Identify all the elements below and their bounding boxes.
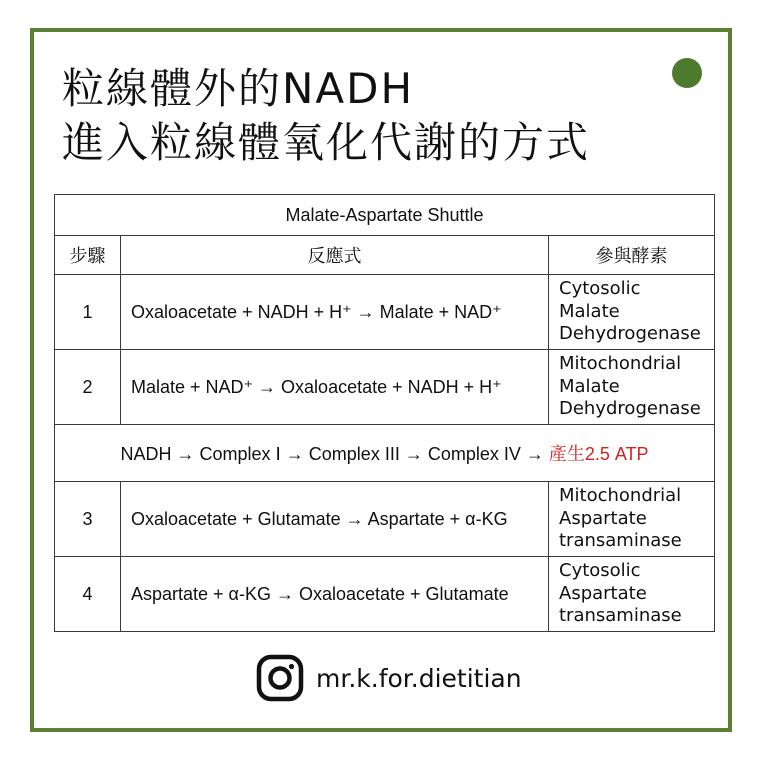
enzyme-line: Malate xyxy=(559,375,620,397)
title-line-1: 粒線體外的NADH xyxy=(62,64,415,113)
column-header-row xyxy=(55,236,715,275)
electron-transport-row xyxy=(55,425,715,482)
reaction-cell: Oxaloacetate + Glutamate → Aspartate + α-KG xyxy=(121,482,549,557)
enzyme-line: Cytosolic xyxy=(559,560,641,582)
step-number: 1 xyxy=(55,275,121,350)
enzyme-line: Aspartate xyxy=(559,582,647,604)
enzyme-line: transaminase xyxy=(559,530,682,552)
step-number: 3 xyxy=(55,482,121,557)
table-row xyxy=(55,482,715,557)
enzyme-line: Aspartate xyxy=(559,507,647,529)
enzyme-line: Cytosolic xyxy=(559,278,641,300)
enzyme-line: Mitochondrial xyxy=(559,353,682,375)
table-row xyxy=(55,350,715,425)
enzyme-cell xyxy=(549,350,715,425)
reaction-cell: Oxaloacetate + NADH + H⁺ → Malate + NAD⁺ xyxy=(121,275,549,350)
electron-transport-chain: NADH → Complex Ⅰ → Complex III → Complex IV → xyxy=(120,444,549,464)
table-row xyxy=(55,557,715,632)
enzyme-line: Dehydrogenase xyxy=(559,323,701,345)
enzyme-cell xyxy=(549,275,715,350)
enzyme-line: transaminase xyxy=(559,605,682,627)
enzyme-line: Mitochondrial xyxy=(559,485,682,507)
column-header-enzyme: 參與酵素 xyxy=(549,236,715,275)
step-number: 2 xyxy=(55,350,121,425)
table-row xyxy=(55,275,715,350)
table-heading-row xyxy=(55,195,715,236)
decorative-dot xyxy=(672,58,702,88)
enzyme-line: Malate xyxy=(559,300,620,322)
reaction-cell: Aspartate + α-KG → Oxaloacetate + Glutamate xyxy=(121,557,549,632)
column-header-reaction: 反應式 xyxy=(121,236,549,275)
page-title xyxy=(62,62,590,170)
electron-transport-cell xyxy=(55,425,715,482)
column-header-step: 步驟 xyxy=(55,236,121,275)
shuttle-table xyxy=(54,194,715,632)
enzyme-cell xyxy=(549,482,715,557)
atp-yield: 產生2.5 ATP xyxy=(548,444,649,464)
instagram-icon xyxy=(256,654,304,702)
step-number: 4 xyxy=(55,557,121,632)
instagram-handle[interactable]: mr.k.for.dietitian xyxy=(316,663,522,693)
title-line-2: 進入粒線體氧化代謝的方式 xyxy=(62,118,591,167)
enzyme-cell xyxy=(549,557,715,632)
footer xyxy=(256,653,522,703)
reaction-cell: Malate + NAD⁺ → Oxaloacetate + NADH + H⁺ xyxy=(121,350,549,425)
table-heading: Malate-Aspartate Shuttle xyxy=(55,195,715,236)
enzyme-line: Dehydrogenase xyxy=(559,398,701,420)
